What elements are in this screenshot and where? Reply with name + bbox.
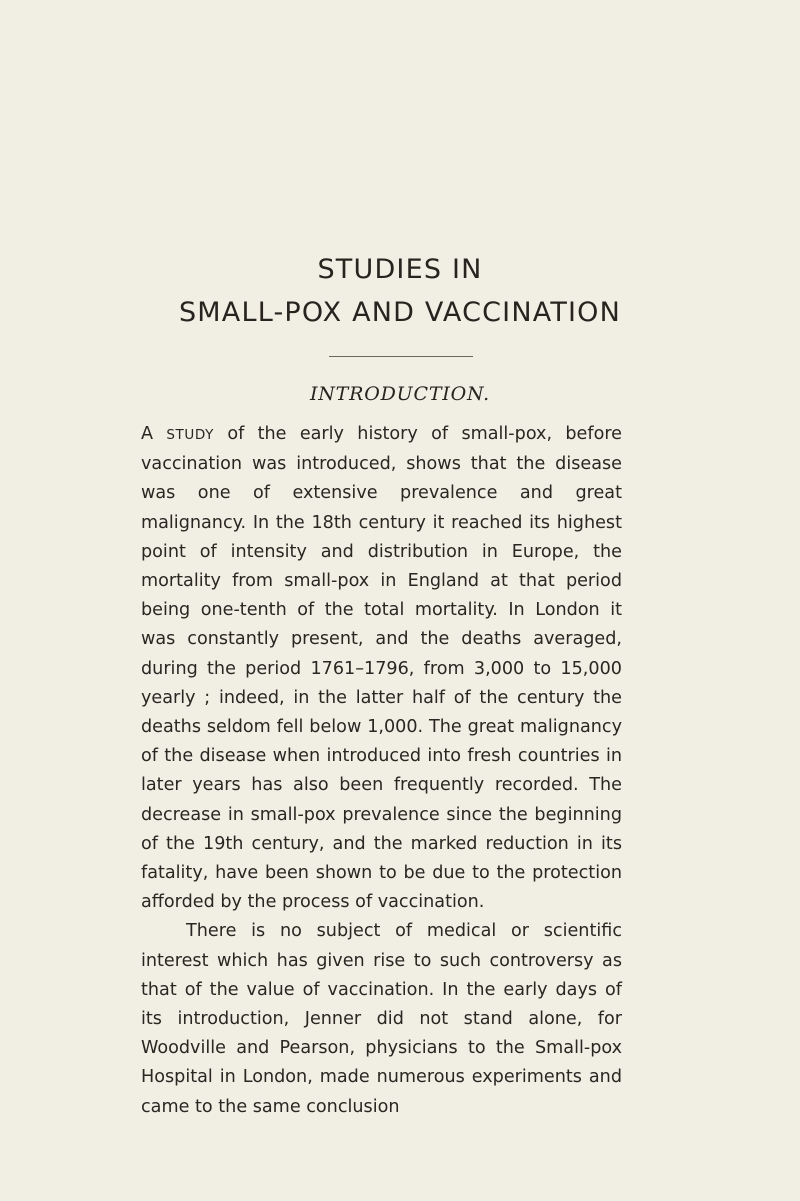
paragraph-1 <box>141 420 622 917</box>
paragraph-2-text: There is no subject of medical or scientific interest which has given rise to such controversy as that of the value of vaccination. In the early days of its introduction, Jenner did not stand alone, for Woodville and Pearson, physicians to the Small-pox Hospital in London, made numerous experiments and came to the same conclusion <box>141 921 622 1117</box>
paragraph-1-lead-smallcaps: STUDY <box>166 427 214 443</box>
section-heading: INTRODUCTION. <box>309 383 491 405</box>
body-text <box>141 420 622 1122</box>
paragraph-2 <box>141 917 622 1121</box>
title-divider <box>329 356 473 357</box>
paragraph-1-lead-cap: A <box>141 424 154 444</box>
title-line-2: SMALL-POX AND VACCINATION <box>178 297 622 328</box>
paragraph-1-text: of the early history of small-pox, before vaccination was introduced, shows that the disease was one of extensive prevalence and great malignancy. In the 18th century it reached its highest point of intensity and distribution in Europe, the mortality from small-pox in England at that period being one-tenth of the total mortality. In London it was constantly present, and the deaths averaged, during the period 1761–1796, from 3,000 to 15,000 yearly ; indeed, in the latter half of the century the deaths seldom fell below 1,000. The great malignancy of the disease when introduced into fresh countries in later years has also been frequently recorded. The decrease in small-pox prevalence since the beginning of the 19th century, and the marked reduction in its fatality, have been shown to be due to the protection afforded by the process of vaccination. <box>141 424 622 913</box>
title-line-1: STUDIES IN <box>317 254 483 285</box>
